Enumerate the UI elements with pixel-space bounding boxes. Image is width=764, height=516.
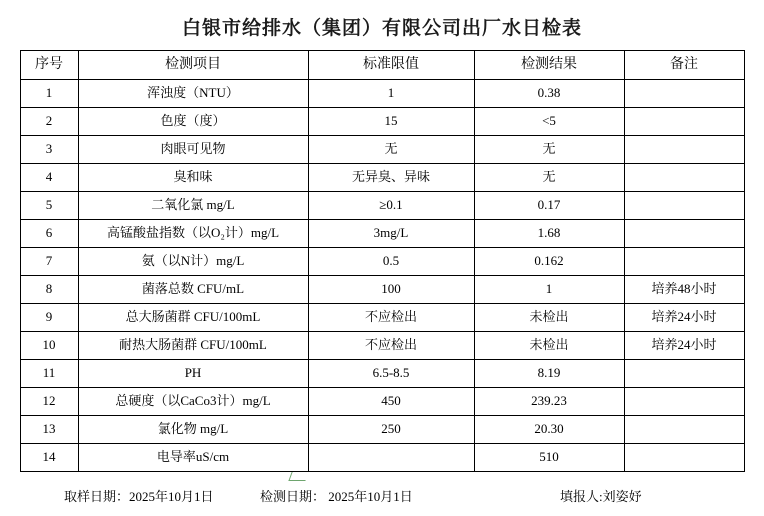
cell-result: 0.162 (474, 248, 624, 276)
cell-remark (624, 388, 744, 416)
table-row (20, 332, 744, 360)
cell-standard: 6.5-8.5 (308, 360, 474, 388)
cell-result: 0.17 (474, 192, 624, 220)
cell-item: 电导率uS/cm (78, 444, 308, 472)
cell-no: 8 (20, 276, 78, 304)
cell-standard: 不应检出 (308, 332, 474, 360)
cell-remark (624, 360, 744, 388)
cell-no: 4 (20, 164, 78, 192)
table-row (20, 136, 744, 164)
cell-item: 臭和味 (78, 164, 308, 192)
cell-result: 未检出 (474, 304, 624, 332)
cell-result: 未检出 (474, 332, 624, 360)
cell-remark (624, 80, 744, 108)
cell-no: 1 (20, 80, 78, 108)
cell-standard: ≥0.1 (308, 192, 474, 220)
cell-no: 11 (20, 360, 78, 388)
column-header-item: 检测项目 (78, 51, 308, 80)
cell-item: PH (78, 360, 308, 388)
cell-no: 3 (20, 136, 78, 164)
table-row (20, 444, 744, 472)
cell-standard: 1 (308, 80, 474, 108)
cell-item: 色度（度） (78, 108, 308, 136)
page-corner-mark (288, 472, 308, 481)
cell-remark (624, 192, 744, 220)
cell-standard: 无异臭、异味 (308, 164, 474, 192)
cell-standard: 不应检出 (308, 304, 474, 332)
footer (20, 486, 744, 505)
cell-result: 无 (474, 136, 624, 164)
cell-remark: 培养24小时 (624, 332, 744, 360)
table-row (20, 80, 744, 108)
cell-no: 10 (20, 332, 78, 360)
cell-no: 14 (20, 444, 78, 472)
table-row (20, 388, 744, 416)
cell-no: 7 (20, 248, 78, 276)
cell-result: 239.23 (474, 388, 624, 416)
cell-item: 氯化物 mg/L (78, 416, 308, 444)
cell-standard: 100 (308, 276, 474, 304)
cell-remark (624, 416, 744, 444)
cell-remark (624, 164, 744, 192)
sampling-date: 取样日期：2025年10月1日 (64, 489, 214, 504)
table-row (20, 248, 744, 276)
cell-item: 氨（以N计）mg/L (78, 248, 308, 276)
test-date: 检测日期： 2025年10月1日 (260, 489, 413, 504)
cell-item: 浑浊度（NTU） (78, 80, 308, 108)
cell-item: 菌落总数 CFU/mL (78, 276, 308, 304)
table-row (20, 276, 744, 304)
table-row (20, 108, 744, 136)
page-title: 白银市给排水（集团）有限公司出厂水日检表 (181, 18, 582, 39)
table-header-row (20, 51, 744, 80)
inspection-table (20, 50, 745, 472)
column-header-result: 检测结果 (474, 51, 624, 80)
cell-standard (308, 444, 474, 472)
cell-result: 无 (474, 164, 624, 192)
cell-remark (624, 108, 744, 136)
table-row (20, 164, 744, 192)
cell-item: 肉眼可见物 (78, 136, 308, 164)
table-row (20, 360, 744, 388)
cell-no: 13 (20, 416, 78, 444)
table-row (20, 192, 744, 220)
column-header-no: 序号 (20, 51, 78, 80)
cell-no: 2 (20, 108, 78, 136)
cell-remark (624, 136, 744, 164)
cell-no: 5 (20, 192, 78, 220)
column-header-remark: 备注 (624, 51, 744, 80)
table-row (20, 220, 744, 248)
cell-item: 高锰酸盐指数（以O₂计）mg/L (78, 220, 308, 248)
cell-result: 510 (474, 444, 624, 472)
cell-item: 总大肠菌群 CFU/100mL (78, 304, 308, 332)
cell-standard: 15 (308, 108, 474, 136)
cell-result: <5 (474, 108, 624, 136)
cell-standard: 450 (308, 388, 474, 416)
cell-remark (624, 248, 744, 276)
cell-no: 12 (20, 388, 78, 416)
cell-remark: 培养24小时 (624, 304, 744, 332)
reporter: 填报人:刘姿妤 (560, 489, 642, 504)
cell-standard: 3mg/L (308, 220, 474, 248)
cell-result: 1.68 (474, 220, 624, 248)
cell-remark: 培养48小时 (624, 276, 744, 304)
cell-standard: 无 (308, 136, 474, 164)
column-header-standard: 标准限值 (308, 51, 474, 80)
table-row (20, 304, 744, 332)
cell-result: 1 (474, 276, 624, 304)
cell-standard: 250 (308, 416, 474, 444)
cell-standard: 0.5 (308, 248, 474, 276)
cell-item: 二氧化氯 mg/L (78, 192, 308, 220)
cell-result: 20.30 (474, 416, 624, 444)
cell-item: 总硬度（以CaCo3计）mg/L (78, 388, 308, 416)
cell-result: 0.38 (474, 80, 624, 108)
cell-no: 6 (20, 220, 78, 248)
table-row (20, 416, 744, 444)
cell-remark (624, 444, 744, 472)
cell-remark (624, 220, 744, 248)
cell-no: 9 (20, 304, 78, 332)
cell-result: 8.19 (474, 360, 624, 388)
cell-item: 耐热大肠菌群 CFU/100mL (78, 332, 308, 360)
